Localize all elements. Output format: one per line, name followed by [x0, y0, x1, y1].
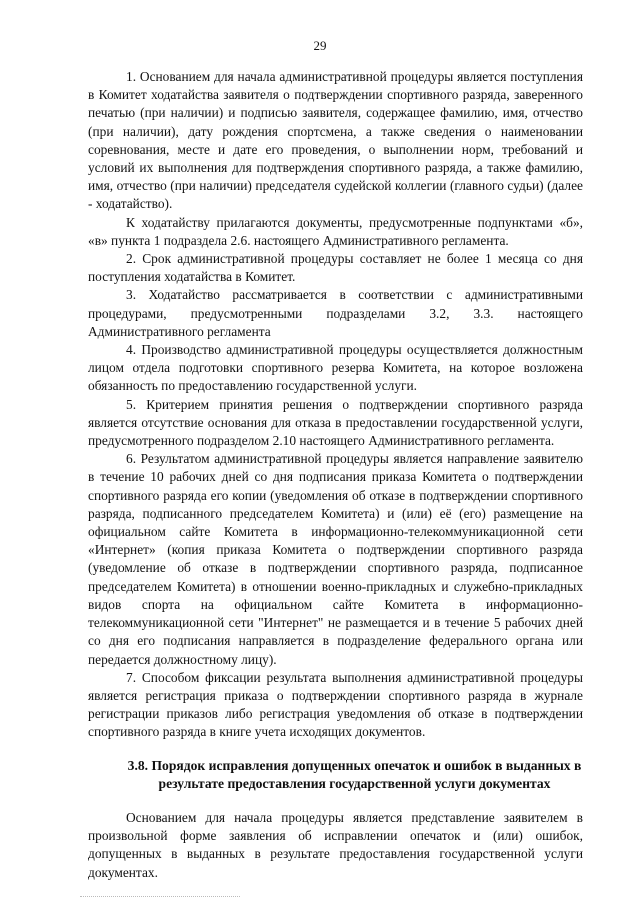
scan-edge-mark: [80, 896, 240, 898]
paragraph-item-3: 3. Ходатайство рассматривается в соответствии с административными процедурами, предусмотренными подразделами 3.2, 3.3. настоящего Административного регламента: [88, 287, 583, 339]
paragraph-item-7: 7. Способом фиксации результата выполнения административной процедуры является регистрация приказа о подтверждении спортивного разряда в журнале регистрации приказов либо регистрация уведомления об отказе в подтверждении спортивного разряда в книге учета исходящих документов.: [88, 669, 583, 740]
paragraph-attachments: К ходатайству прилагаются документы, предусмотренные подпунктами «б», «в» пункта 1 подраздела 2.6. настоящего Административного регламента.: [88, 214, 583, 248]
paragraph-item-6: 6. Результатом административной процедуры является направление заявителю в течение 10 рабочих дней со дня подписания приказа Комитета о подтверждении спортивного разряда его копии (уведомления об отказе в подтверждении спортивного разряда, подписанного председателем Комитета) и (или) её (его) размещение на официальном сайте Комитета в информационно-телекоммуникационной сети «Интернет» (копия приказа Комитета о подтверждении спортивного разряда (уведомление об отказе в подтверждении спортивного разряда, подписанное председателем Комитета) в отношении военно-прикладных и служебно-прикладных видов спорта на официальном сайте Комитета в информационно-телекоммуникационной сети "Интернет" не размещается и в течение 5 рабочих дней со дня его подписания направляется в подразделение федерального органа или передается должностному лицу).: [88, 451, 583, 667]
page-number: 29: [313, 38, 327, 53]
paragraph-item-2: 2. Срок административной процедуры составляет не более 1 месяца со дня поступления ходатайства в Комитет.: [88, 251, 583, 285]
section-heading: 3.8. Порядок исправления допущенных опечаток и ошибок в выданных в результате предоставления государственной услуги документах: [127, 757, 582, 791]
paragraph-item-5: 5. Критерием принятия решения о подтверждении спортивного разряда является отсутствие основания для отказа в предоставлении государственной услуги, предусмотренного подразделом 2.10 настоящего Административного регламента.: [88, 396, 583, 449]
paragraph-item-4: 4. Производство административной процедуры осуществляется должностным лицом отдела подготовки спортивного резерва Комитета, на которое возложена обязанность по предоставлению государственной услуги.: [88, 342, 583, 394]
document-body: [88, 68, 583, 882]
paragraph-section-intro: Основанием для начала процедуры является представление заявителем в произвольной форме заявления об исправлении опечаток и (или) ошибок, допущенных в выданных в результате предоставления государственной услуги документах.: [88, 809, 583, 880]
paragraph-item-1: 1. Основанием для начала административной процедуры является поступления в Комитет ходатайства заявителя о подтверждении спортивного разряда, заверенного печатью (при наличии) и подписью заявителя, содержащее фамилию, имя, отчество (при наличии), дату рождения спортсмена, а также сведения о наименовании соревнования, месте и дате его проведения, о выполнении норм, требований и условий их выполнения для подтверждения спортивного разряда, а также фамилию, имя, отчество (при наличии) председателя судейской коллегии (главного судьи) (далее - ходатайство).: [88, 69, 583, 212]
